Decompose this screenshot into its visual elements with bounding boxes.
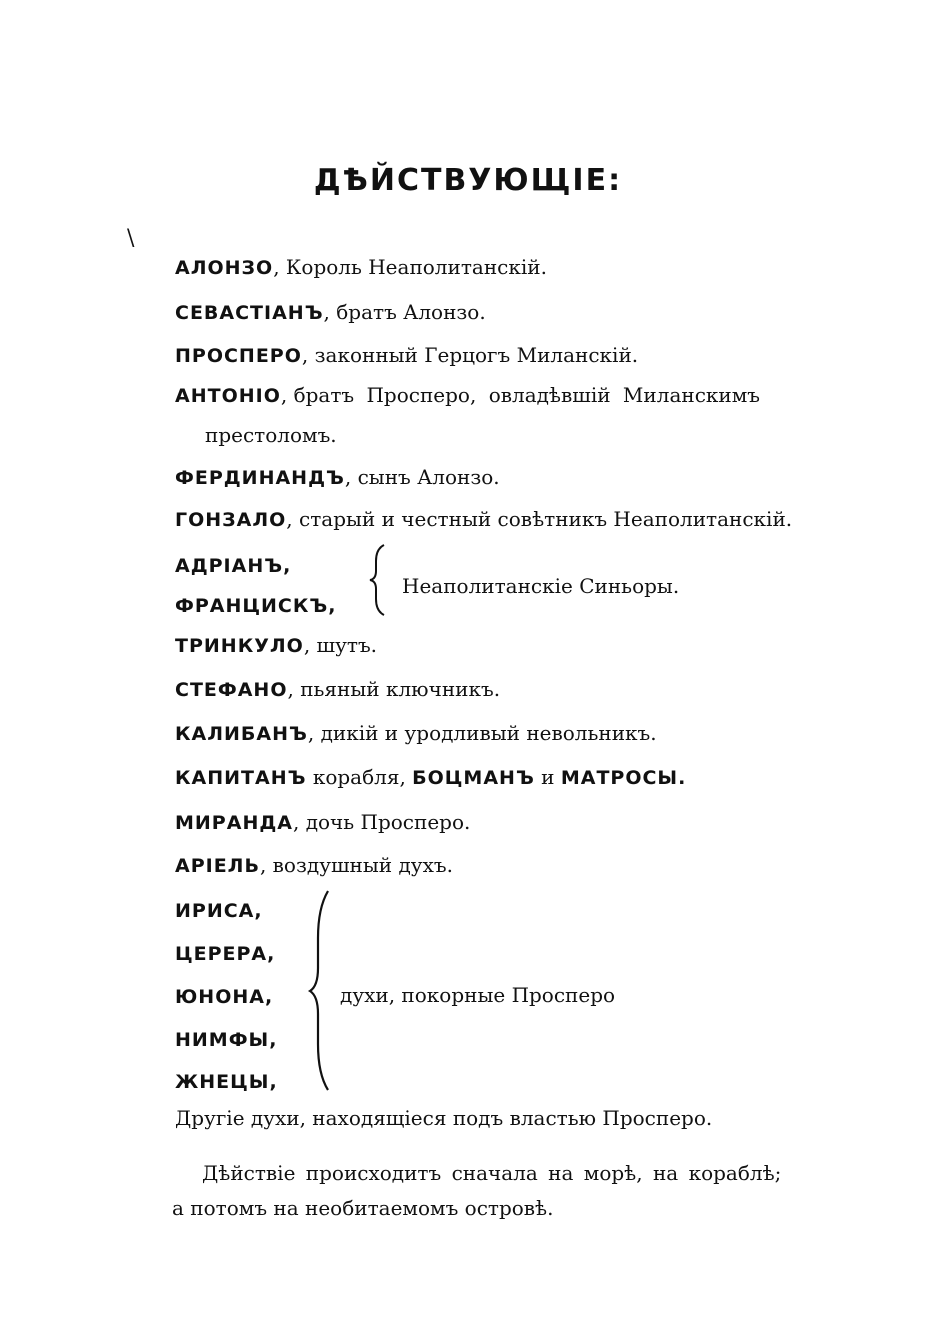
group-member [175, 1027, 277, 1051]
separator: , [307, 721, 321, 745]
curly-brace [306, 888, 336, 1093]
character-description: воздушный духъ. [272, 853, 453, 877]
group-member [175, 984, 273, 1008]
separator: , [286, 507, 300, 531]
character-line [175, 343, 638, 367]
separator: , [292, 810, 306, 834]
character-description: Король Неаполитанскій. [285, 255, 547, 279]
separator: , [259, 853, 273, 877]
character-name: МАТРОСЫ. [560, 767, 687, 789]
character-description: дикій и уродливый невольникъ. [320, 721, 657, 745]
group-member [175, 593, 336, 617]
other-spirits-line: Другіе духи, находящіеся подъ властью Просперо. [175, 1106, 713, 1130]
character-name: ЮНОНА, [175, 986, 274, 1008]
setting-line: а потомъ на необитаемомъ островѣ. [172, 1196, 554, 1220]
character-name: КАЛИБАНЪ [175, 723, 308, 745]
character-description: престоломъ. [205, 423, 337, 447]
character-name: АДРІАНЪ, [175, 555, 292, 577]
character-name: ФРАНЦИСКЪ, [175, 595, 337, 617]
character-line [175, 721, 657, 745]
character-line [175, 810, 470, 834]
character-line [175, 255, 547, 279]
character-name: СТЕФАНО [175, 679, 288, 701]
group-member [175, 898, 263, 922]
character-name: ЖНЕЦЫ, [175, 1071, 278, 1093]
page-title: ДѢЙСТВУЮЩІЕ: [313, 163, 623, 198]
character-line-continuation [205, 423, 337, 447]
character-line [175, 465, 500, 489]
character-description: братъ Просперо, овладѣвшій Миланскимъ [293, 383, 761, 407]
character-name: ЦЕРЕРА, [175, 943, 276, 965]
character-line [175, 300, 486, 324]
character-name: БОЦМАНЪ [412, 767, 535, 789]
character-description: сынъ Алонзо. [357, 465, 500, 489]
character-line [175, 853, 453, 877]
character-description: братъ Алонзо. [336, 300, 486, 324]
separator: , [280, 383, 294, 407]
character-line [175, 383, 760, 407]
character-name: ПРОСПЕРО [175, 345, 302, 367]
group-member [175, 1069, 278, 1093]
connector-text: корабля, [306, 765, 413, 789]
separator: , [323, 300, 337, 324]
character-description: старый и честный совѣтникъ Неаполитанскій. [299, 507, 793, 531]
setting-line: Дѣйствіе происходитъ сначала на морѣ, на кораблѣ; [202, 1161, 782, 1185]
group-member [175, 941, 275, 965]
stray-ink-mark: \ [127, 226, 135, 251]
character-name: ТРИНКУЛО [175, 635, 304, 657]
separator: , [287, 677, 301, 701]
connector-text: и [534, 765, 561, 789]
character-description: законный Герцогъ Миланскій. [314, 343, 639, 367]
group-description: духи, покорные Просперо [340, 983, 616, 1007]
captain-line [175, 765, 686, 789]
character-description: пьяный ключникъ. [300, 677, 501, 701]
character-name: ИРИСА, [175, 900, 263, 922]
group-description: Неаполитанскіе Синьоры. [402, 574, 680, 598]
character-name: АЛОНЗО [175, 257, 274, 279]
character-line [175, 677, 500, 701]
character-name: СЕВАСТІАНЪ [175, 302, 324, 324]
separator: , [301, 343, 315, 367]
character-line [175, 507, 792, 531]
separator: , [303, 633, 317, 657]
character-name: КАПИТАНЪ [175, 767, 307, 789]
character-name: НИМФЫ, [175, 1029, 278, 1051]
separator: , [273, 255, 286, 279]
group-member [175, 553, 291, 577]
character-name: АРІЕЛЬ [175, 855, 260, 877]
character-description: дочь Просперо. [305, 810, 471, 834]
curly-brace [368, 543, 390, 617]
separator: , [344, 465, 358, 489]
character-description: шутъ. [316, 633, 378, 657]
character-name: ФЕРДИНАНДЪ [175, 467, 345, 489]
character-name: МИРАНДА [175, 812, 293, 834]
character-name: ГОНЗАЛО [175, 509, 287, 531]
character-line [175, 633, 377, 657]
character-name: АНТОНІО [175, 385, 281, 407]
